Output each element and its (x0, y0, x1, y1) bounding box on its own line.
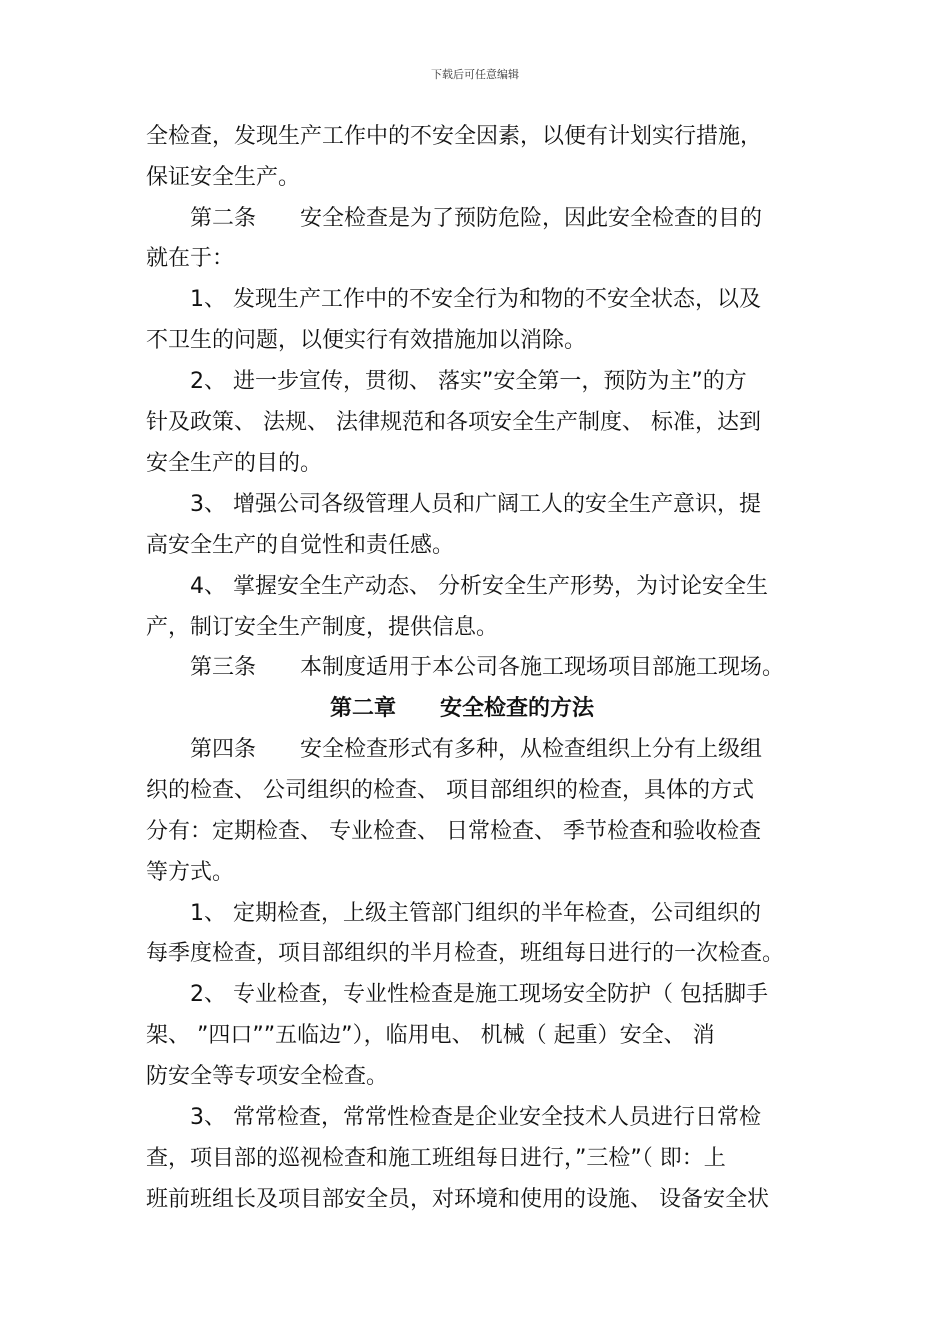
line-text: 产，制订安全生产制度，提供信息。 (146, 615, 499, 640)
text-line (0, 1144, 950, 1174)
text-line (0, 408, 950, 438)
heading-text: 第二章 安全检查的方法 (330, 696, 595, 721)
line-text: 第三条 本制度适用于本公司各施工现场项目部施工现场。 (190, 655, 785, 680)
text-line (0, 776, 950, 806)
line-text: 全检查，发现生产工作中的不安全因素，以便有计划实行措施， (146, 124, 763, 149)
line-text: 班前班组长及项目部安全员，对环境和使用的设施、 设备安全状 (146, 1187, 769, 1212)
line-text: 第二条 安全检查是为了预防危险，因此安全检查的目的 (190, 206, 763, 231)
text-line (0, 531, 950, 561)
text-line (0, 653, 950, 683)
line-text: 2、 进一步宣传，贯彻、 落实”安全第一，预防为主”的方 (190, 369, 747, 394)
line-text: 针及政策、 法规、 法律规范和各项安全生产制度、 标准，达到 (146, 410, 761, 435)
text-line (0, 1062, 950, 1092)
text-line (0, 285, 950, 315)
text-line (0, 204, 950, 234)
page-header: 下载后可任意编辑 (431, 68, 519, 81)
line-text: 防安全等专项安全检查。 (146, 1064, 389, 1089)
text-line (0, 735, 950, 765)
line-text: 分有：定期检查、 专业检查、 日常检查、 季节检查和验收检查 (146, 819, 761, 844)
text-line (0, 326, 950, 356)
text-line (0, 899, 950, 929)
text-line (0, 1185, 950, 1215)
line-text: 4、 掌握安全生产动态、 分析安全生产形势，为讨论安全生 (190, 574, 768, 599)
text-line (0, 244, 950, 274)
text-line (0, 613, 950, 643)
text-line (0, 490, 950, 520)
line-text: 保证安全生产。 (146, 165, 301, 190)
text-line (0, 367, 950, 397)
line-text: 3、 增强公司各级管理人员和广阔工人的安全生产意识，提 (190, 492, 761, 517)
text-line (0, 572, 950, 602)
text-line (0, 163, 950, 193)
text-line (0, 817, 950, 847)
line-text: 高安全生产的自觉性和责任感。 (146, 533, 455, 558)
text-line (0, 980, 950, 1010)
chapter-heading (0, 694, 950, 724)
line-text: 第四条 安全检查形式有多种，从检查组织上分有上级组 (190, 737, 763, 762)
line-text: 1、 发现生产工作中的不安全行为和物的不安全状态，以及 (190, 287, 761, 312)
line-text: 等方式。 (146, 860, 235, 885)
line-text: 每季度检查，项目部组织的半月检查，班组每日进行的一次检查。 (146, 941, 785, 966)
line-text: 架、 ”四口””五临边”），临用电、 机械（ 起重）安全、 消 (146, 1023, 715, 1048)
line-text: 查，项目部的巡视检查和施工班组每日进行，”三检”（ 即：上 (146, 1146, 726, 1171)
line-text: 不卫生的问题，以便实行有效措施加以消除。 (146, 328, 587, 353)
line-text: 2、 专业检查，专业性检查是施工现场安全防护（ 包括脚手 (190, 982, 768, 1007)
line-text: 就在于： (146, 246, 235, 271)
text-line (0, 939, 950, 969)
line-text: 3、 常常检查，常常性检查是企业安全技术人员进行日常检 (190, 1105, 761, 1130)
text-line (0, 1021, 950, 1051)
line-text: 1、 定期检查，上级主管部门组织的半年检查，公司组织的 (190, 901, 761, 926)
text-line (0, 449, 950, 479)
text-line (0, 858, 950, 888)
text-line (0, 122, 950, 152)
line-text: 织的检查、 公司组织的检查、 项目部组织的检查，具体的方式 (146, 778, 754, 803)
line-text: 安全生产的目的。 (146, 451, 323, 476)
text-line (0, 1103, 950, 1133)
